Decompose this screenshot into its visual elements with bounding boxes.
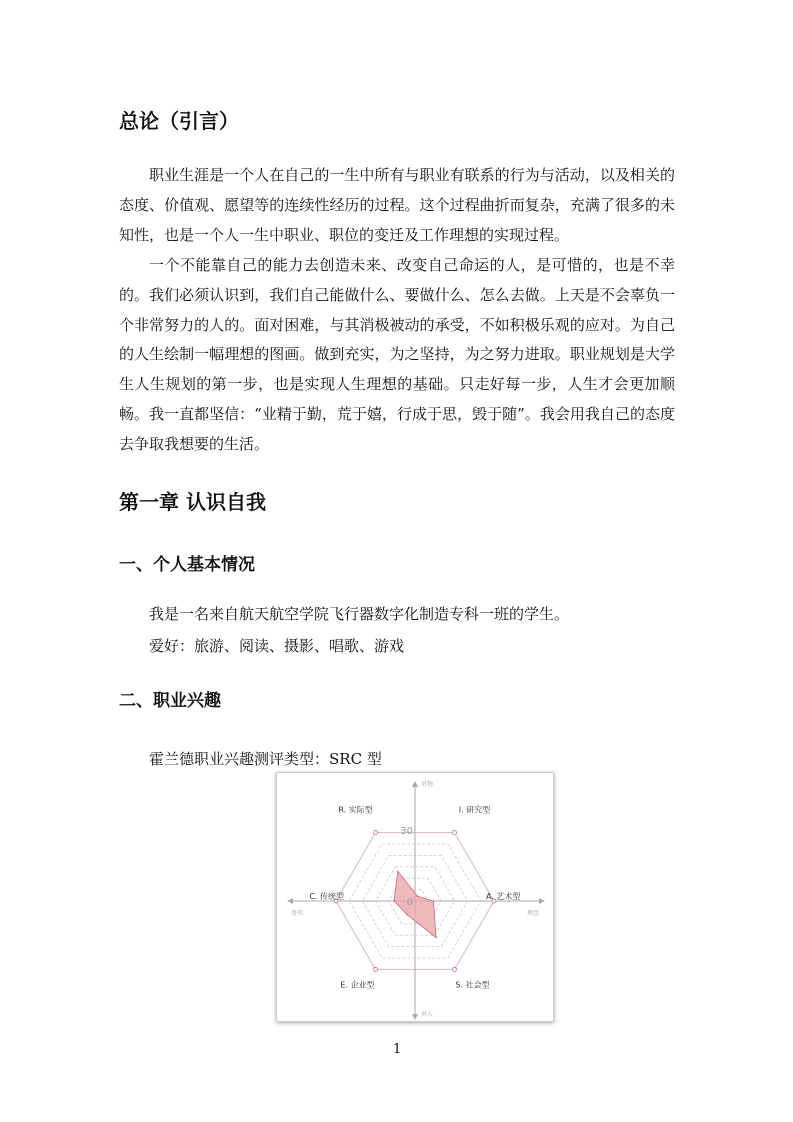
radar-axis-label: I. 研究型 (458, 805, 491, 815)
radar-data-point-4 (406, 914, 408, 916)
radar-data-point-5 (393, 900, 395, 902)
axis-label-top: 对物 (421, 781, 434, 788)
radar-tick-max: 30 (400, 826, 413, 837)
radar-vertex-marker (374, 967, 378, 971)
radar-data-point-0 (397, 871, 399, 873)
intro-paragraph-1: 职业生涯是一个人在自己的一生中所有与职业有联系的行为与活动，以及相关的态度、价值观、愿望等的连续性经历的过程。这个过程曲折而复杂，充满了很多的未知性，也是一个人一生中职业、职位的变迁及工作理想的实现过程。 (119, 166, 675, 244)
radar-axis-label: C. 传统型 (309, 892, 344, 901)
intro-paragraph-2: 一个不能靠自己的能力去创造未来、改变自己命运的人，是可惜的，也是不幸的。我们必须认识到，我们自己能做什么、要做什么、怎么去做。上天是不会辜负一个非常努力的人的。面对困难，与其消极被动的承受，不如积极乐观的应对。为自己的人生绘制一幅理想的图画。做到充实，为之坚持，为之努力进取。职业规划是大学生人生规划的第一步，也是实现人生理想的基础。只走好每一步，人生才会更加顺畅。我一直都坚信：“业精于勤，荒于嬉，行成于思，毁于随”。我会用我自己的态度去争取我想要的生活。 (119, 256, 675, 453)
radar-vertex-marker (374, 831, 378, 835)
arrow-up-icon (412, 781, 418, 787)
radar-data-point-3 (435, 937, 437, 939)
radar-axis-label: S. 社会型 (455, 980, 490, 990)
radar-data-point-1 (417, 896, 419, 898)
section-title-basic-info: 一、个人基本情况 (119, 555, 255, 575)
radar-tick-min: 0 (406, 897, 413, 908)
chapter-title: 第一章 认识自我 (119, 490, 266, 514)
page-number: 1 (393, 1042, 402, 1057)
section-title-interest: 二、职业兴趣 (119, 691, 221, 711)
holland-radar-chart (276, 772, 554, 1022)
radar-axis-label: R. 实际型 (338, 805, 373, 815)
intro-title: 总论（引言） (119, 109, 239, 133)
arrow-down-icon (412, 1014, 418, 1020)
axis-label-left: 务实 (291, 910, 304, 917)
basic-info-line-1: 我是一名来自航天航空学院飞行器数字化制造专科一班的学生。 (149, 605, 570, 623)
holland-type-line: 霍兰德职业兴趣测评类型：SRC 型 (149, 750, 382, 768)
arrow-left-icon (287, 898, 293, 904)
radar-data-point-2 (433, 900, 435, 902)
radar-vertex-marker (453, 831, 457, 835)
axis-label-bottom: 对人 (421, 1011, 434, 1018)
radar-axis-label: A. 艺术型 (486, 892, 521, 901)
radar-svg (277, 773, 553, 1021)
axis-label-right: 理念 (526, 910, 539, 917)
radar-axis-label: E. 企业型 (340, 980, 375, 990)
basic-info-line-2: 爱好：旅游、阅读、摄影、唱歌、游戏 (149, 637, 405, 655)
arrow-right-icon (539, 898, 545, 904)
radar-vertex-marker (453, 967, 457, 971)
